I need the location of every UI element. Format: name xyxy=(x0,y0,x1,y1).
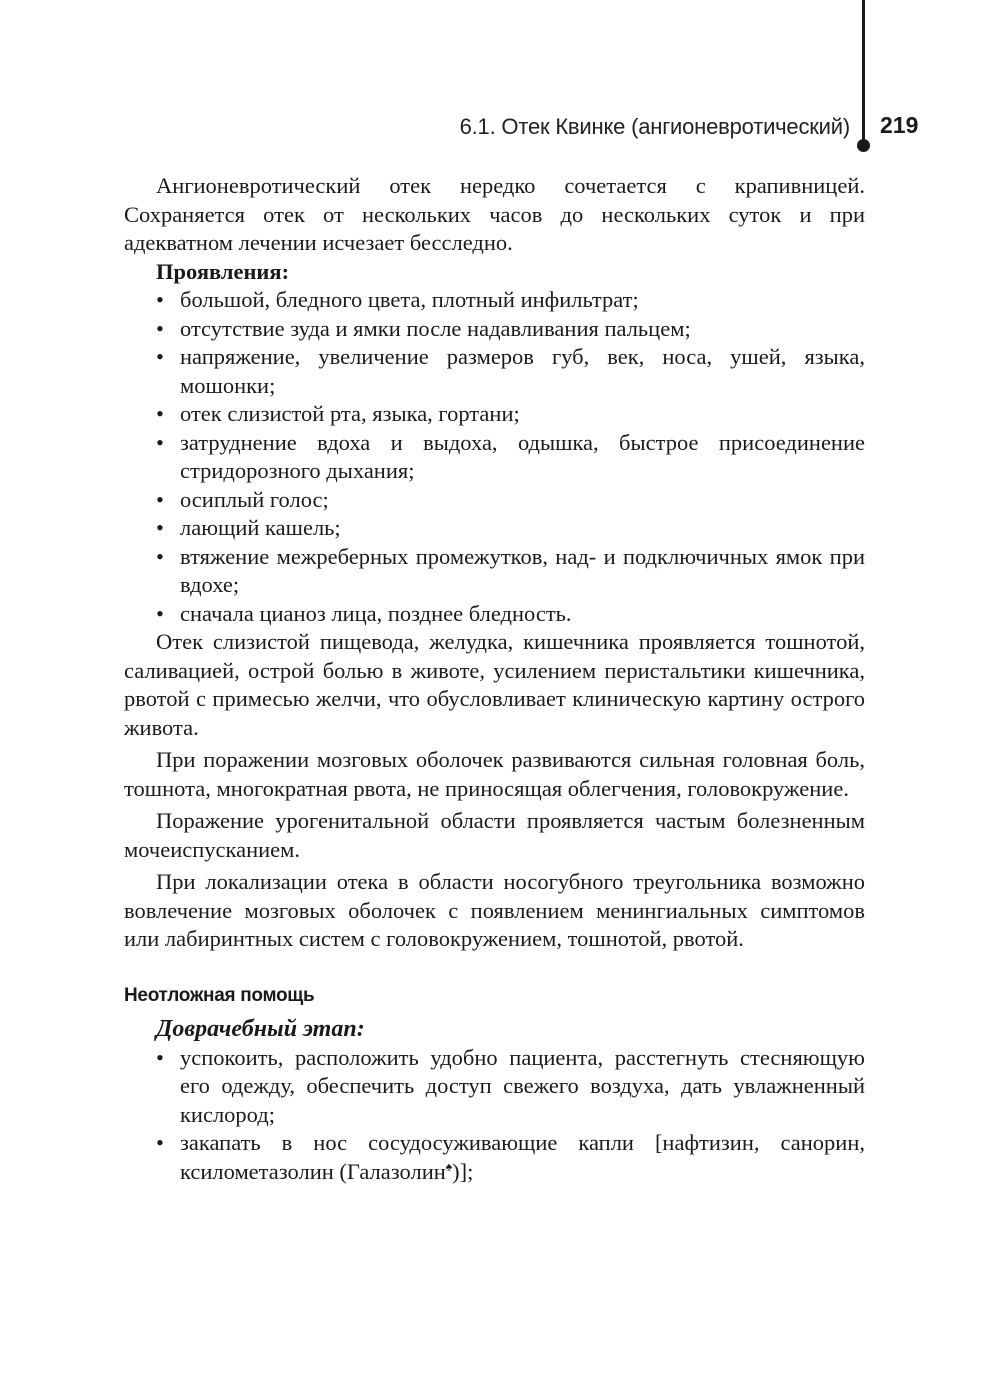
body-paragraph: Отек слизистой пищевода, желудка, кишечника проявляется тошнотой, саливацией, острой болью в животе, усилением перистальтики кишечника, рвотой с примесью желчи, что обусловливает клиническую картину острого живота. xyxy=(124,629,865,740)
page-number: 219 xyxy=(880,112,919,138)
body-paragraph: Поражение урогенитальной области проявляется частым болезненным мочеиспусканием. xyxy=(124,808,865,862)
list-item: • напряжение, увеличение размеров губ, век, носа, ушей, языка, мошонки; xyxy=(124,343,865,400)
trademark-mark: ♠ xyxy=(445,1159,453,1173)
list-item: • отек слизистой рта, языка, гортани; xyxy=(124,400,865,429)
page-body xyxy=(124,172,865,1186)
prehospital-stage-heading: Доврачебный этап: xyxy=(156,1015,365,1042)
list-item: • осиплый голос; xyxy=(124,486,865,515)
drops-step-text: закапать в нос сосудосуживающие капли [нафтизин, санорин, ксилометазолин (Галазолин xyxy=(180,1130,865,1184)
manifestations-heading: Проявления: xyxy=(156,258,290,284)
intro-paragraph: Ангионевротический отек нередко сочетается с крапивницей. Сохраняется отек от нескольких часов до нескольких суток и при адекватном лечении исчезает бесследно. xyxy=(124,173,865,255)
list-item: • лающий кашель; xyxy=(124,514,865,543)
list-item xyxy=(124,1129,865,1186)
list-item: • сначала цианоз лица, позднее бледность. xyxy=(124,600,865,629)
header-vertical-rule xyxy=(862,0,865,143)
list-item: • успокоить, расположить удобно пациента, расстегнуть стесняющую его одежду, обеспечить доступ свежего воздуха, дать увлажненный кислород; xyxy=(124,1044,865,1130)
body-paragraph: При локализации отека в области носогубного треугольника возможно вовлечение мозговых оболочек с появлением менингиальных симптомов или лабиринтных систем с головокружением, тошнотой, рвотой. xyxy=(124,869,865,951)
body-paragraph: При поражении мозговых оболочек развиваются сильная головная боль, тошнота, многократная рвота, не приносящая облегчения, головокружение. xyxy=(124,747,865,801)
drops-step-end: )]; xyxy=(452,1158,474,1184)
manifestations-list xyxy=(124,286,865,628)
emergency-steps-list xyxy=(124,1044,865,1187)
list-item: • затруднение вдоха и выдоха, одышка, быстрое присоединение стридорозного дыхания; xyxy=(124,429,865,486)
running-title: 6.1. Отек Квинке (ангионевротический) xyxy=(459,114,850,139)
list-item: • отсутствие зуда и ямки после надавливания пальцем; xyxy=(124,315,865,344)
header-rule-dot xyxy=(857,139,870,152)
emergency-section-heading: Неотложная помощь xyxy=(124,984,315,1006)
list-item: • втяжение межреберных промежутков, над- и подключичных ямок при вдохе; xyxy=(124,543,865,600)
list-item: • большой, бледного цвета, плотный инфильтрат; xyxy=(124,286,865,315)
